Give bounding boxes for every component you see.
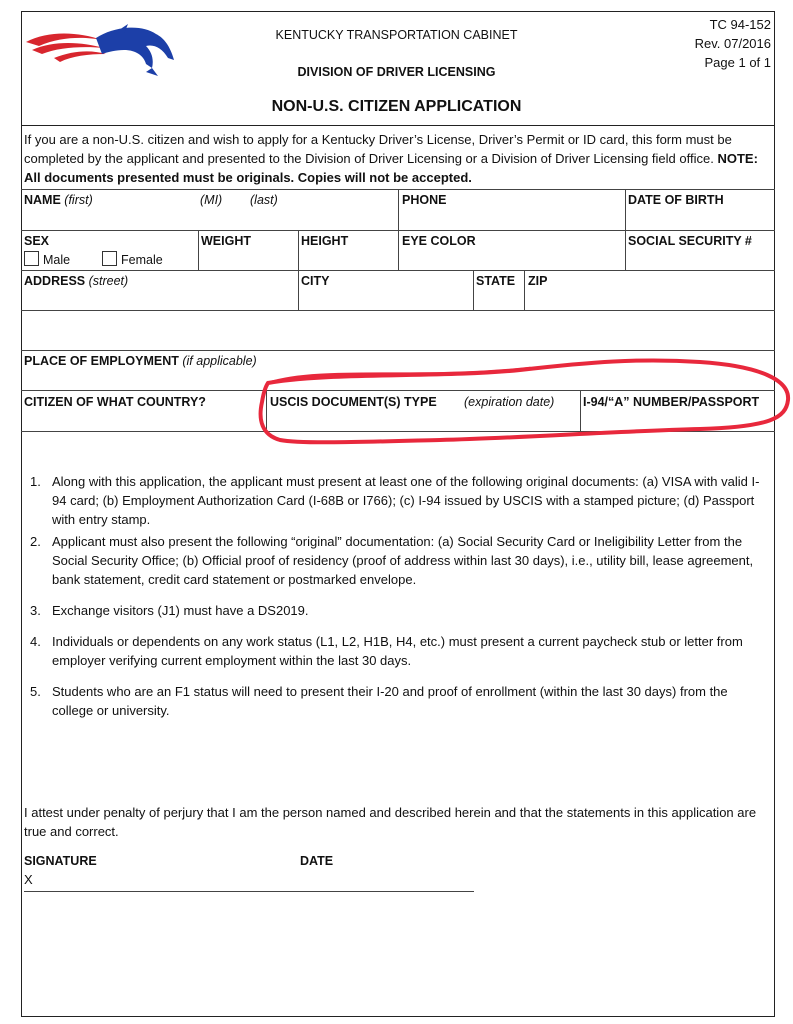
note-text: All documents presented must be originals. Copies will not be accepted. [24, 170, 472, 185]
zip-label: ZIP [528, 274, 548, 288]
form-number: TC 94-152 [709, 17, 771, 32]
street-hint: (street) [88, 274, 129, 288]
agency-name: KENTUCKY TRANSPORTATION CABINET [275, 28, 518, 42]
item-number: 4. [30, 634, 41, 649]
height-label: HEIGHT [301, 234, 349, 248]
city-label: CITY [301, 274, 330, 288]
signature-line[interactable] [24, 891, 474, 892]
male-label: Male [43, 253, 71, 267]
item-text: Exchange visitors (J1) must have a DS2019. [52, 603, 309, 618]
female-label: Female [121, 253, 163, 267]
revision-date: Rev. 07/2016 [694, 36, 771, 51]
weight-label: WEIGHT [201, 234, 251, 248]
item-number: 5. [30, 684, 41, 699]
attestation-text: I attest under penalty of perjury that I am the person named and described herein and that the statements in this application are true and correct. [24, 805, 757, 839]
item-text: Students who are an F1 status will need to present their I-20 and proof of enrollment (within the last 30 days) from the college or university. [52, 684, 728, 718]
form-title: NON-U.S. CITIZEN APPLICATION [271, 98, 522, 115]
if-applicable-hint: (if applicable) [182, 354, 257, 368]
division-name: DIVISION OF DRIVER LICENSING [297, 65, 496, 79]
dob-label: DATE OF BIRTH [628, 193, 724, 207]
signature-x-mark: X [24, 872, 33, 887]
date-label: DATE [300, 854, 334, 868]
intro-text: If you are a non-U.S. citizen and wish to apply for a Kentucky Driver’s License, Driver’s Permit or ID card, this form must be completed by the applicant and presented to the Division of Driver Licensing or a Division of Driver Licensing field office. [24, 132, 732, 166]
item-text: Along with this application, the applicant must present at least one of the following original documents: (a) VISA with valid I-94 card; (b) Employment Authorization Card (I-68B or I766); (c) I-94 issued by USCIS with a stamped picture; (d) Passport with entry stamp. [52, 474, 760, 527]
address-label: ADDRESS [24, 274, 86, 288]
employment-label: PLACE OF EMPLOYMENT [24, 354, 179, 368]
last-name-hint: (last) [250, 193, 278, 207]
middle-initial-hint: (MI) [200, 193, 223, 207]
name-label: NAME [24, 193, 61, 207]
citizen-country-label: CITIZEN OF WHAT COUNTRY? [24, 395, 206, 409]
item-number: 1. [30, 474, 41, 489]
page-number: Page 1 of 1 [704, 55, 771, 70]
sex-label: SEX [24, 234, 50, 248]
note-label: NOTE: [717, 151, 758, 166]
eye-color-label: EYE COLOR [402, 234, 476, 248]
item-text: Individuals or dependents on any work status (L1, L2, H1B, H4, etc.) must present a current paycheck stub or letter from employer verifying current employment within the last 30 days. [52, 634, 743, 668]
item-text: Applicant must also present the following “original” documentation: (a) Social Security Card or Ineligibility Letter from the Social Security Office; (b) Official proof of residency (proof of address within last 30 days), i.e., utility bill, lease agreement, bank statement, credit card statement or postmarked envelope. [52, 534, 754, 587]
phone-label: PHONE [402, 193, 447, 207]
i94-label: I-94/“A” NUMBER/PASSPORT [583, 395, 760, 409]
ssn-label: SOCIAL SECURITY # [628, 234, 752, 248]
uscis-doc-label: USCIS DOCUMENT(S) TYPE [270, 395, 437, 409]
first-name-hint: (first) [64, 193, 93, 207]
state-label: STATE [476, 274, 516, 288]
signature-label: SIGNATURE [24, 854, 97, 868]
item-number: 2. [30, 534, 41, 549]
expiration-hint: (expiration date) [464, 395, 555, 409]
item-number: 3. [30, 603, 41, 618]
